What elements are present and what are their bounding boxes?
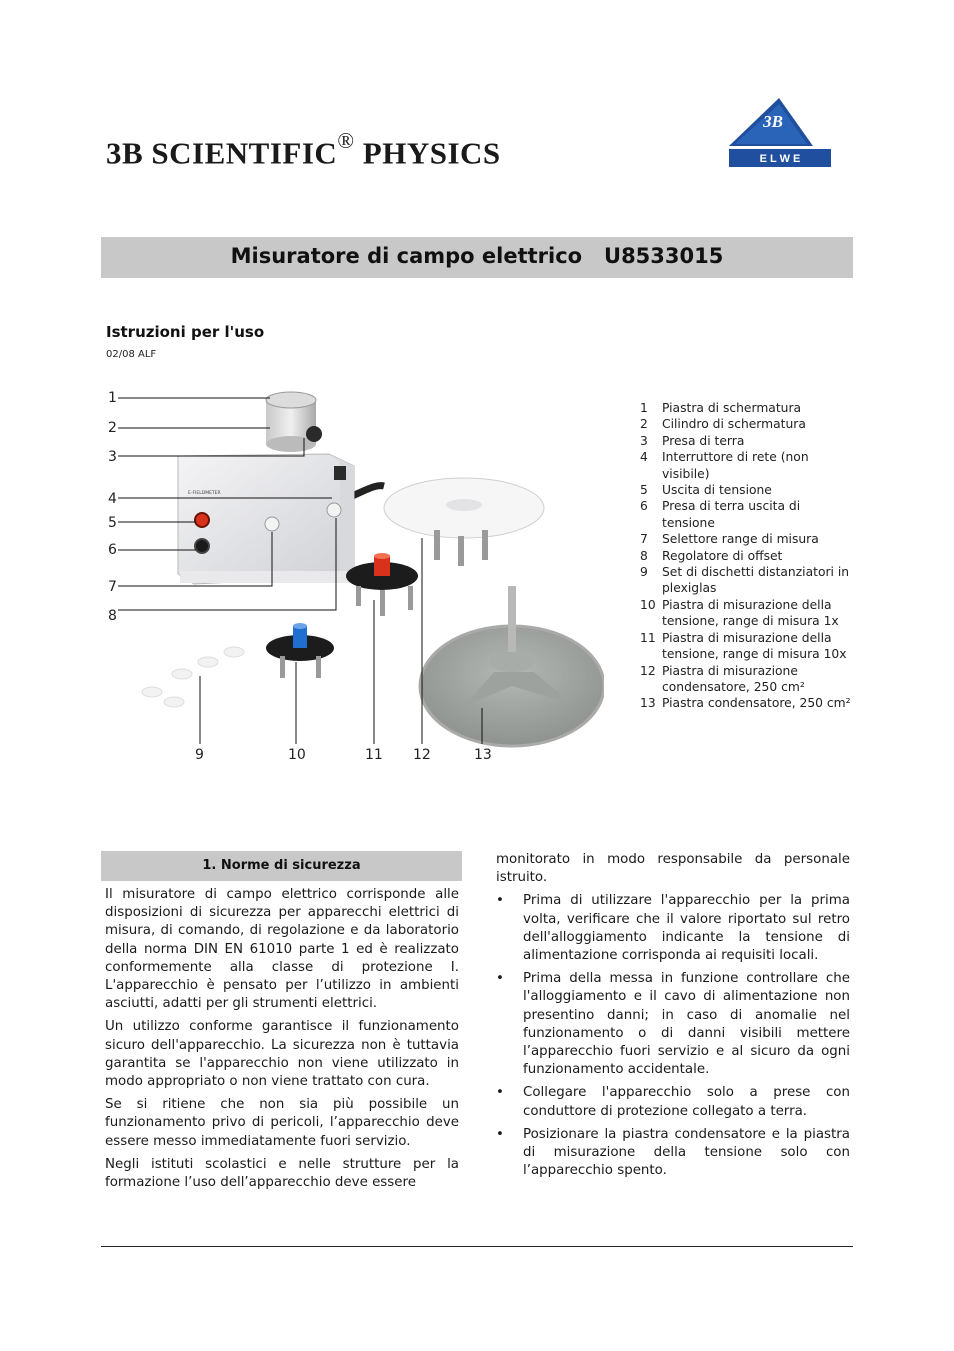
callout-8: 8 — [108, 608, 117, 624]
legend-number: 3 — [640, 433, 648, 448]
logo-mark-text: 3B — [763, 112, 783, 131]
callout-10: 10 — [288, 747, 306, 763]
legend-text: Cilindro di schermatura — [662, 417, 806, 432]
paragraph: monitorato in modo responsabile da personale istruito. — [496, 852, 850, 886]
legend-item — [640, 416, 855, 432]
paragraph: Il misuratore di campo elettrico corrisponde alle disposizioni di sicurezza per apparecchi elettrici di misura, di comando, di regolazione e da laboratorio della norma DIN EN 61010 parte 1 ed è realizzato conformemente alla classe di protezione I. L'apparecchio è pensato per l’utilizzo in ambienti asciutti, adatti per gli strumenti elettrici. — [105, 887, 459, 1012]
bullet-text: Prima della messa in funzione controllare che l'alloggiamento e il cavo di alimentazione non presentino danni; in caso di anomalie nel funzionamento o di danni visibili mettere l’apparecchio fuori servizio e al sicuro da ogni funzionamento accidentale. — [523, 971, 850, 1078]
legend-number: 7 — [640, 532, 648, 547]
bullet-text: Posizionare la piastra condensatore e la piastra di misurazione della tensione solo con l’apparecchio spento. — [523, 1126, 850, 1179]
legend-text: Uscita di tensione — [662, 483, 772, 498]
section-header — [101, 851, 462, 881]
legend-item — [640, 400, 855, 416]
legend-item — [640, 630, 855, 663]
legend-text: Piastra di misurazione della tensione, range di misura 10x — [662, 630, 847, 662]
date-code: 02/08 ALF — [106, 349, 157, 360]
product-figure — [104, 386, 604, 768]
callout-9: 9 — [195, 747, 204, 763]
legend-item — [640, 531, 855, 547]
callout-7: 7 — [108, 579, 117, 595]
legend-number: 8 — [640, 548, 648, 563]
callout-3: 3 — [108, 449, 117, 465]
legend-item — [640, 449, 855, 482]
legend-item — [640, 548, 855, 564]
legend-number: 4 — [640, 450, 648, 465]
elwe-logo — [727, 94, 833, 168]
bullet-item — [496, 1084, 850, 1120]
bullet-dot: • — [496, 893, 504, 909]
paragraph: Negli istituti scolastici e nelle strutture per la formazione l’uso dell’apparecchio deve essere — [105, 1156, 459, 1191]
bullet-text: Collegare l'apparecchio solo a prese con conduttore di protezione collegato a terra. — [523, 1085, 850, 1119]
legend-item — [640, 663, 855, 696]
callout-6: 6 — [108, 542, 117, 558]
range-selector-knob — [265, 517, 279, 531]
legend-number: 9 — [640, 565, 648, 580]
legend-text: Interruttore di rete (non visibile) — [662, 450, 809, 481]
legend-text: Piastra di misurazione della tensione, range di misura 1x — [662, 597, 839, 629]
callout-1: 1 — [108, 390, 117, 406]
bullet-list — [496, 892, 850, 1180]
legend-number: 12 — [640, 663, 656, 678]
legend-text: Regolatore di offset — [662, 548, 783, 563]
legend-number: 10 — [640, 597, 656, 612]
spacer-discs — [142, 687, 162, 697]
logo-text: E L W E — [759, 153, 801, 165]
callout-12: 12 — [413, 747, 431, 763]
legend-item — [640, 482, 855, 498]
legend-number: 11 — [640, 630, 656, 645]
device-label: E-FIELDMETER — [188, 491, 221, 496]
legend-number: 1 — [640, 401, 648, 415]
callout-4: 4 — [108, 491, 117, 507]
legend-item — [640, 498, 855, 531]
footer-rule — [101, 1246, 853, 1247]
left-column — [105, 886, 459, 1197]
legend-number: 5 — [640, 483, 648, 498]
legend-number: 6 — [640, 499, 648, 514]
callout-13: 13 — [474, 747, 492, 763]
document-title — [101, 244, 853, 268]
legend-text: Set di dischetti distanziatori in plexiglas — [662, 565, 850, 596]
voltage-output-socket — [195, 513, 209, 527]
legend-number: 2 — [640, 417, 648, 432]
title-bar — [101, 237, 853, 278]
legend-item — [640, 597, 855, 630]
shielding-plate — [266, 392, 316, 408]
bullet-item — [496, 1126, 850, 1181]
bullet-dot: • — [496, 971, 504, 987]
callout-11: 11 — [365, 747, 383, 763]
offset-knob — [327, 503, 341, 517]
bullet-text: Prima di utilizzare l'apparecchio per la prima volta, verificare che il valore riportato sul retro dell'alloggiamento indicante la tensione di alimentazione corrisponda ai requisiti locali. — [523, 893, 850, 964]
paragraph: Un utilizzo conforme garantisce il funzionamento sicuro dell'apparecchio. La sicurezza non è tuttavia garantita se l'apparecchio non viene utilizzato in modo appropriato o non viene trattato con cura. — [105, 1019, 459, 1090]
legend-item — [640, 433, 855, 449]
bullet-item — [496, 892, 850, 965]
legend-text: Piastra di misurazione condensatore, 250 cm² — [662, 663, 805, 694]
product-name: Misuratore di campo elettrico — [230, 244, 583, 268]
legend-text: Selettore range di misura — [662, 532, 819, 547]
legend-item — [640, 695, 855, 711]
subtitle: Istruzioni per l'uso — [106, 323, 265, 341]
right-column — [496, 851, 850, 1185]
callout-2: 2 — [108, 420, 117, 436]
ground-socket — [195, 539, 209, 553]
legend-item — [640, 564, 855, 597]
ground-terminal — [306, 426, 322, 442]
parts-legend — [640, 400, 855, 712]
section-title: 1. Norme di sicurezza — [202, 858, 361, 873]
bullet-dot: • — [496, 1126, 504, 1142]
brand-title: 3B SCIENTIFIC® PHYSICS — [106, 128, 501, 171]
callout-5: 5 — [108, 515, 117, 531]
legend-text: Piastra di schermatura — [662, 401, 802, 415]
product-code: U8533015 — [604, 244, 724, 268]
legend-number: 13 — [640, 696, 656, 711]
paragraph: Se si ritiene che non sia più possibile un funzionamento privo di pericoli, l’apparecchio deve essere messo immediatamente fuori servizio. — [105, 1097, 459, 1149]
bullet-dot: • — [496, 1085, 504, 1101]
legend-text: Piastra condensatore, 250 cm² — [662, 696, 851, 711]
legend-text: Presa di terra uscita di tensione — [662, 499, 801, 530]
bullet-item — [496, 970, 850, 1079]
legend-text: Presa di terra — [662, 433, 745, 448]
